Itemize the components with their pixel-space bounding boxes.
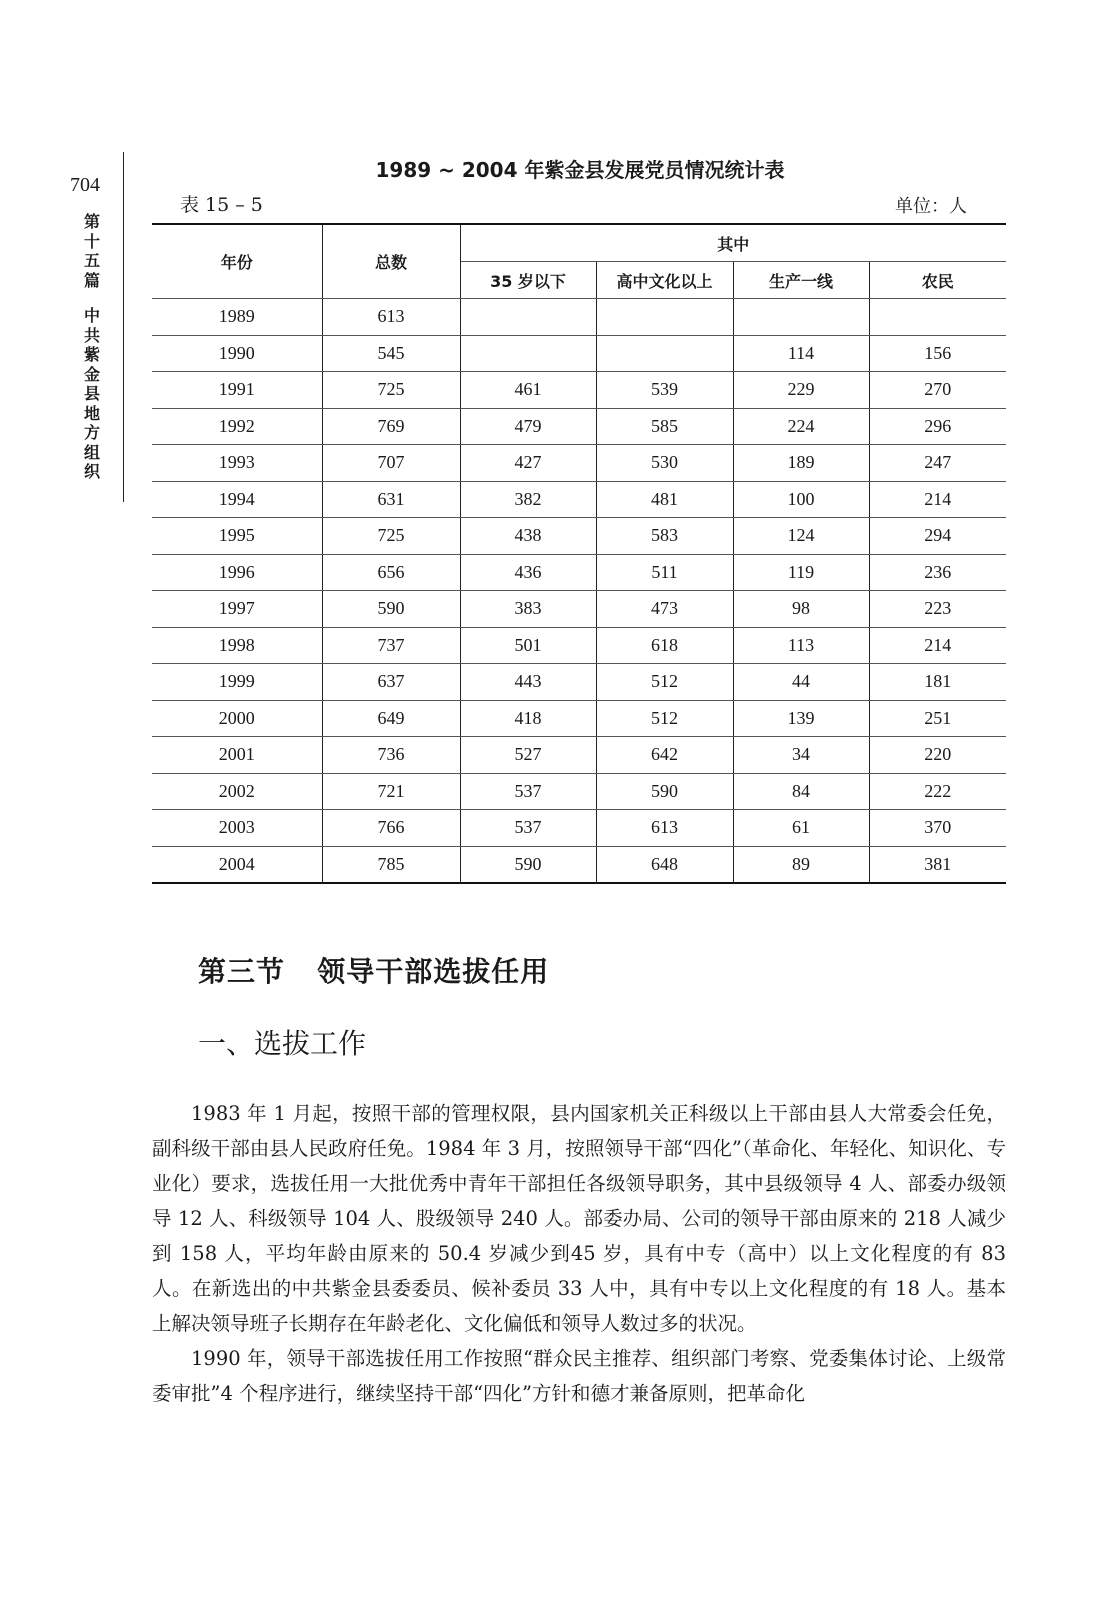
table-cell: 648 <box>596 846 733 883</box>
table-cell: 501 <box>460 627 596 664</box>
table-cell: 545 <box>322 335 460 372</box>
header-total: 总数 <box>322 224 460 299</box>
table-cell: 1991 <box>152 372 322 409</box>
table-cell: 637 <box>322 664 460 701</box>
table-cell: 1993 <box>152 445 322 482</box>
table-cell: 649 <box>322 700 460 737</box>
table-cell: 84 <box>733 773 869 810</box>
running-header-char: 县 <box>83 384 100 403</box>
table-cell: 2003 <box>152 810 322 847</box>
table-cell: 461 <box>460 372 596 409</box>
table-row <box>152 664 1006 701</box>
table-cell: 613 <box>322 299 460 336</box>
table-cell <box>460 299 596 336</box>
table-cell: 590 <box>322 591 460 628</box>
table-row <box>152 591 1006 628</box>
table-cell: 721 <box>322 773 460 810</box>
table-cell: 438 <box>460 518 596 555</box>
running-header-char: 第 <box>83 212 100 231</box>
table-cell: 473 <box>596 591 733 628</box>
table-cell: 214 <box>869 481 1006 518</box>
table-cell: 1996 <box>152 554 322 591</box>
table-cell <box>596 335 733 372</box>
table-cell: 539 <box>596 372 733 409</box>
table-cell: 479 <box>460 408 596 445</box>
table-row <box>152 737 1006 774</box>
table-cell: 642 <box>596 737 733 774</box>
table-cell: 1994 <box>152 481 322 518</box>
running-header-char: 方 <box>83 423 100 442</box>
table-cell: 481 <box>596 481 733 518</box>
table-cell: 530 <box>596 445 733 482</box>
table-cell: 294 <box>869 518 1006 555</box>
table-cell: 725 <box>322 372 460 409</box>
table-cell: 296 <box>869 408 1006 445</box>
table-row <box>152 335 1006 372</box>
table-cell: 427 <box>460 445 596 482</box>
table-cell: 590 <box>596 773 733 810</box>
table-cell: 737 <box>322 627 460 664</box>
table-cell: 189 <box>733 445 869 482</box>
table-cell: 381 <box>869 846 1006 883</box>
table-cell: 583 <box>596 518 733 555</box>
table-cell: 113 <box>733 627 869 664</box>
table-cell: 44 <box>733 664 869 701</box>
header-year: 年份 <box>152 224 322 299</box>
table-cell: 769 <box>322 408 460 445</box>
table-row <box>152 372 1006 409</box>
table-cell: 707 <box>322 445 460 482</box>
table-cell: 229 <box>733 372 869 409</box>
running-header-char: 组 <box>83 442 100 462</box>
running-header-char: 地 <box>83 403 100 423</box>
table-cell: 2001 <box>152 737 322 774</box>
table-row <box>152 445 1006 482</box>
table-cell: 89 <box>733 846 869 883</box>
header-group: 其中 <box>460 224 1006 262</box>
table-cell: 181 <box>869 664 1006 701</box>
table-row <box>152 846 1006 883</box>
table-cell: 2000 <box>152 700 322 737</box>
header-farmers: 农民 <box>869 262 1006 299</box>
table-cell <box>869 299 1006 336</box>
table-cell: 512 <box>596 664 733 701</box>
table-cell: 98 <box>733 591 869 628</box>
table-cell <box>460 335 596 372</box>
table-cell: 736 <box>322 737 460 774</box>
running-header-char: 紫 <box>83 345 100 364</box>
table-cell: 247 <box>869 445 1006 482</box>
paragraph: 1983 年 1 月起，按照干部的管理权限，县内国家机关正科级以上干部由县人大常委会任免，副科级干部由县人民政府任免。1984 年 3 月，按照领导干部“四化”（革命化、年轻化、知识化、专业化）要求，选拔任用一大批优秀中青年干部担任各级领导职务，其中县级领导 4 人、部委办级领导 12 人、科级领导 104 人、股级领导 240 人。部委办局、公司的领导干部由原来的 218 人减少到 158 人，平均年龄由原来的 50.4 岁减少到45 岁，具有中专（高中）以上文化程度的有 83 人。在新选出的中共紫金县委委员、候补委员 33 人中，具有中专以上文化程度的有 18 人。基本上解决领导班子长期存在年龄老化、文化偏低和领导人数过多的状况。 <box>152 1102 1006 1335</box>
table-cell: 613 <box>596 810 733 847</box>
table-cell: 1992 <box>152 408 322 445</box>
table-cell: 2002 <box>152 773 322 810</box>
table-cell: 631 <box>322 481 460 518</box>
table-cell: 1997 <box>152 591 322 628</box>
table-row <box>152 773 1006 810</box>
table-cell: 100 <box>733 481 869 518</box>
table-label: 表 15 – 5 <box>180 194 263 216</box>
table-cell: 370 <box>869 810 1006 847</box>
table-cell: 511 <box>596 554 733 591</box>
table-cell: 223 <box>869 591 1006 628</box>
running-header-char: 十 <box>83 231 100 251</box>
running-header-char: 金 <box>83 364 100 384</box>
table-row <box>152 408 1006 445</box>
table-cell: 236 <box>869 554 1006 591</box>
table-cell: 618 <box>596 627 733 664</box>
table-row <box>152 700 1006 737</box>
side-divider <box>123 152 124 502</box>
paragraph: 1990 年，领导干部选拔任用工作按照“群众民主推荐、组织部门考察、党委集体讨论、上级常委审批”4 个程序进行，继续坚持干部“四化”方针和德才兼备原则，把革命化 <box>152 1347 1006 1405</box>
table-cell: 224 <box>733 408 869 445</box>
table-cell: 383 <box>460 591 596 628</box>
table-cell: 436 <box>460 554 596 591</box>
table-row <box>152 554 1006 591</box>
table-cell: 785 <box>322 846 460 883</box>
table-cell: 1999 <box>152 664 322 701</box>
table-row <box>152 481 1006 518</box>
table-cell: 1998 <box>152 627 322 664</box>
table-cell: 656 <box>322 554 460 591</box>
table-cell: 382 <box>460 481 596 518</box>
table-cell: 2004 <box>152 846 322 883</box>
table-cell: 119 <box>733 554 869 591</box>
table-cell: 1990 <box>152 335 322 372</box>
table-cell: 61 <box>733 810 869 847</box>
table-cell <box>596 299 733 336</box>
table-cell: 34 <box>733 737 869 774</box>
running-header <box>80 212 104 482</box>
table-cell: 512 <box>596 700 733 737</box>
table-cell: 156 <box>869 335 1006 372</box>
table-cell: 124 <box>733 518 869 555</box>
running-header-char: 篇 <box>83 270 100 290</box>
table-cell: 443 <box>460 664 596 701</box>
section-heading: 第三节 领导干部选拔任用 <box>198 955 550 988</box>
running-header-char: 五 <box>83 251 100 270</box>
table-cell: 220 <box>869 737 1006 774</box>
table-cell: 270 <box>869 372 1006 409</box>
table-cell: 214 <box>869 627 1006 664</box>
table-cell: 1995 <box>152 518 322 555</box>
table-cell: 1989 <box>152 299 322 336</box>
table-cell: 527 <box>460 737 596 774</box>
table-title: 1989 ~ 2004 年紫金县发展党员情况统计表 <box>375 158 785 182</box>
table-cell: 139 <box>733 700 869 737</box>
table-cell: 537 <box>460 773 596 810</box>
table-row <box>152 518 1006 555</box>
body-text <box>152 1096 1006 1411</box>
table-row <box>152 810 1006 847</box>
table-cell: 251 <box>869 700 1006 737</box>
table-cell: 725 <box>322 518 460 555</box>
table-cell: 418 <box>460 700 596 737</box>
running-header-char: 共 <box>83 325 100 345</box>
table-cell: 537 <box>460 810 596 847</box>
table-cell <box>733 299 869 336</box>
header-under-35: 35 岁以下 <box>460 262 596 299</box>
table-cell: 114 <box>733 335 869 372</box>
header-frontline: 生产一线 <box>733 262 869 299</box>
subsection-heading: 一、选拔工作 <box>198 1027 367 1060</box>
table-row <box>152 627 1006 664</box>
running-header-char: 中 <box>83 306 100 325</box>
table-row <box>152 299 1006 336</box>
statistics-table <box>152 223 1006 884</box>
page-number: 704 <box>70 174 100 196</box>
table-cell: 590 <box>460 846 596 883</box>
table-cell: 766 <box>322 810 460 847</box>
running-header-char: 织 <box>83 462 100 481</box>
header-high-school: 高中文化以上 <box>596 262 733 299</box>
table-cell: 222 <box>869 773 1006 810</box>
table-cell: 585 <box>596 408 733 445</box>
unit-label: 单位：人 <box>895 196 967 217</box>
